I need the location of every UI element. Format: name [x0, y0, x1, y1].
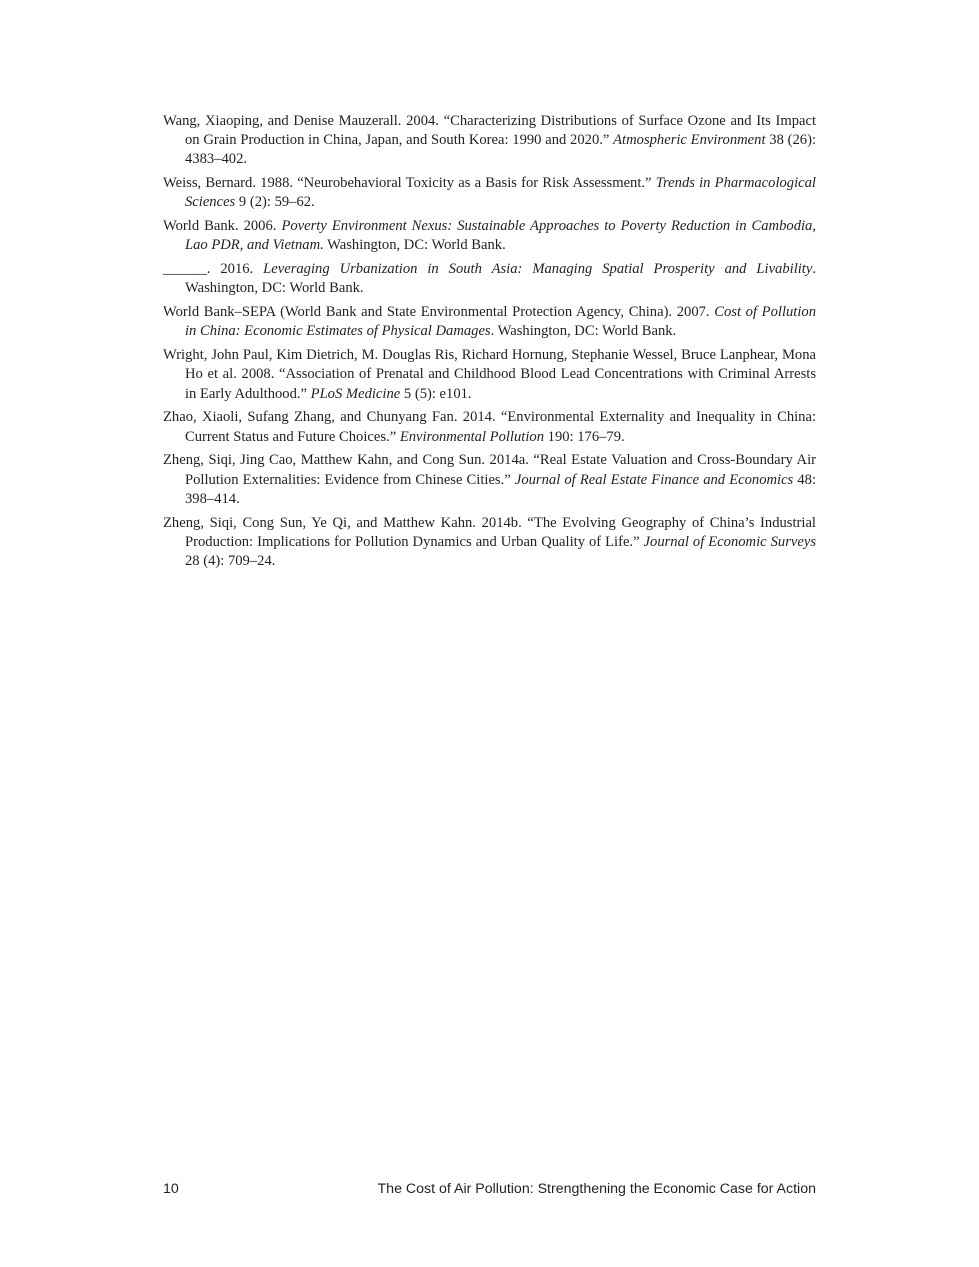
reference-entry — [163, 260, 816, 298]
reference-details: 5 (5): e101. — [400, 385, 472, 402]
reference-source-title: Cost of Pollution in China: Economic Estimates of Physical Damages — [185, 304, 817, 340]
reference-details: 190: 176–79. — [544, 428, 625, 445]
page-footer — [163, 1181, 816, 1197]
reference-details: Washington, DC: World Bank. — [323, 237, 506, 254]
reference-details: 9 (2): 59–62. — [235, 194, 315, 211]
reference-entry — [163, 346, 816, 404]
reference-source-title: Journal of Economic Surveys — [643, 533, 816, 550]
reference-text: World Bank. 2006. — [163, 218, 282, 235]
reference-text: Weiss, Bernard. 1988. “Neurobehavioral Toxicity as a Basis for Risk Assessment.” — [163, 175, 656, 192]
reference-source-title: Journal of Real Estate Finance and Economics — [514, 471, 794, 488]
reference-source-title: PLoS Medicine — [310, 385, 401, 402]
reference-text: ______. 2016. — [163, 261, 264, 278]
reference-list — [163, 112, 816, 576]
reference-text: Zheng, Siqi, Cong Sun, Ye Qi, and Matthew Kahn. 2014b. “The Evolving Geography of China’s Industrial Production: Implications for Pollution Dynamics and Urban Quality of Life.” — [163, 514, 816, 550]
reference-details: . Washington, DC: World Bank. — [490, 323, 677, 340]
reference-details: . Washington, DC: World Bank. — [185, 261, 816, 297]
reference-entry — [163, 408, 816, 446]
reference-entry — [163, 514, 816, 572]
reference-source-title: Trends in Pharmacological Sciences — [185, 175, 816, 211]
reference-source-title: Atmospheric Environment — [613, 132, 766, 149]
reference-text: Zhao, Xiaoli, Sufang Zhang, and Chunyang Fan. 2014. “Environmental Externality and Inequality in China: Current Status and Future Choices.” — [163, 409, 816, 445]
reference-source-title: Environmental Pollution — [399, 428, 544, 445]
reference-entry — [163, 303, 816, 341]
reference-text: Wang, Xiaoping, and Denise Mauzerall. 2004. “Characterizing Distributions of Surface Ozone and Its Impact on Grain Production in China, Japan, and South Korea: 1990 and 2020.” — [163, 113, 816, 149]
reference-text: Zheng, Siqi, Jing Cao, Matthew Kahn, and Cong Sun. 2014a. “Real Estate Valuation and Cross-Boundary Air Pollution Externalities: Evidence from Chinese Cities.” — [163, 452, 816, 488]
reference-details: 38 (26): 4383–402. — [185, 132, 816, 168]
page-number: 10 — [163, 1181, 179, 1197]
reference-entry — [163, 174, 816, 212]
reference-text: World Bank–SEPA (World Bank and State Environmental Protection Agency, China). 2007. — [163, 304, 715, 321]
reference-entry — [163, 112, 816, 170]
reference-details: 28 (4): 709–24. — [185, 553, 276, 570]
reference-source-title: Poverty Environment Nexus: Sustainable Approaches to Poverty Reduction in Cambodia, Lao PDR, and Vietnam. — [185, 218, 816, 254]
reference-text: Wright, John Paul, Kim Dietrich, M. Douglas Ris, Richard Hornung, Stephanie Wessel, Bruce Lanphear, Mona Ho et al. 2008. “Association of Prenatal and Childhood Blood Lead Concentrations with Criminal Arrests in Early Adulthood.” — [163, 347, 816, 402]
reference-entry — [163, 451, 816, 509]
reference-details: 48: 398–414. — [185, 471, 817, 507]
running-title: The Cost of Air Pollution: Strengthening the Economic Case for Action — [377, 1181, 816, 1197]
reference-source-title: Leveraging Urbanization in South Asia: Managing Spatial Prosperity and Livability — [263, 261, 813, 278]
reference-entry — [163, 217, 816, 255]
